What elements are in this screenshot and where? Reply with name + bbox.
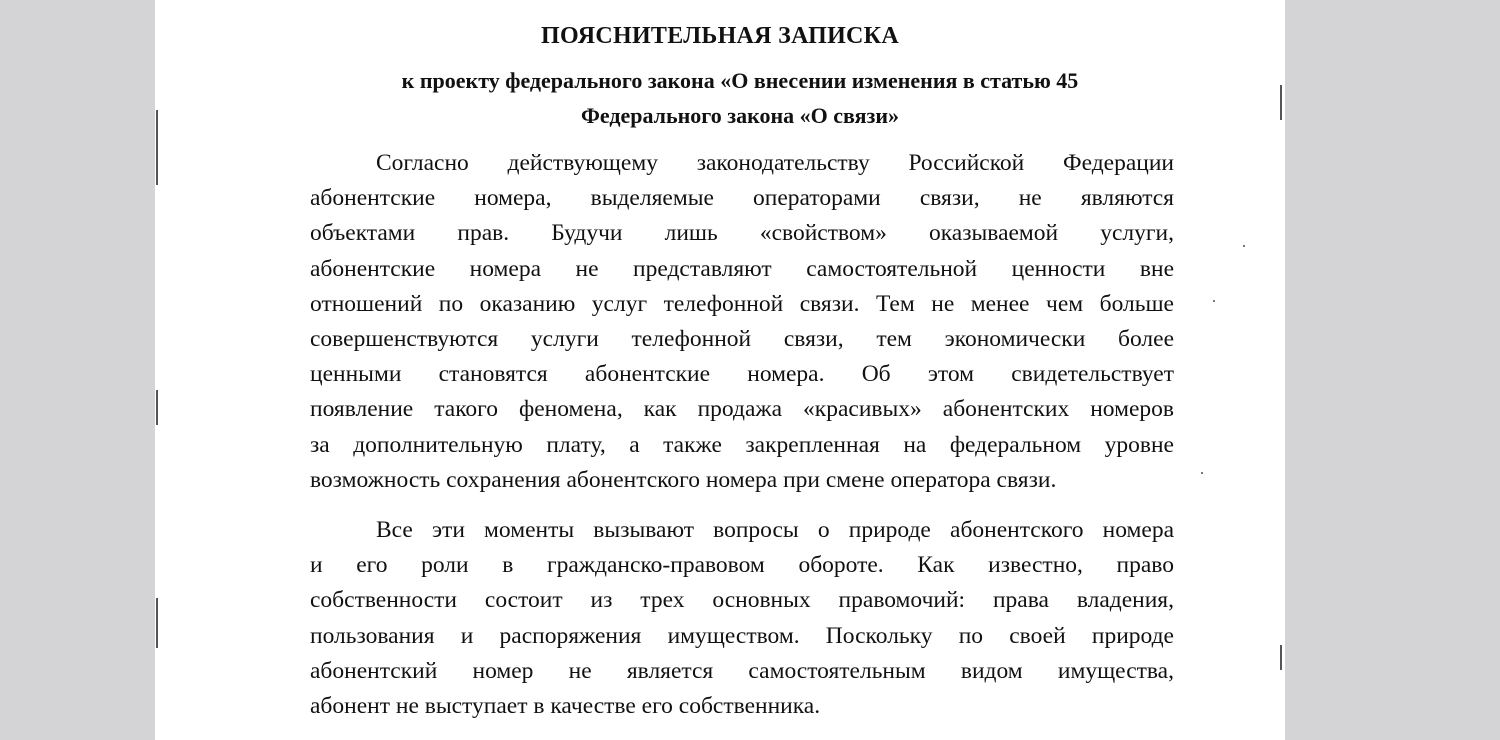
- paragraph-2: [310, 513, 1174, 724]
- document-subtitle: [310, 63, 1170, 133]
- scan-artifact-right: [1280, 85, 1282, 120]
- paragraph-line: возможность сохранения абонентского номера при смене оператора связи.: [310, 466, 1057, 493]
- document-page: [155, 0, 1285, 740]
- paragraph-1: [310, 146, 1174, 498]
- scan-speck: [1201, 472, 1203, 474]
- paragraph-line: и его роли в гражданско-правовом обороте. Как известно, право: [310, 552, 1174, 579]
- paragraph-line: ценными становятся абонентские номера. Об этом свидетельствует: [310, 361, 1174, 388]
- subtitle-line: к проекту федерального закона «О внесении изменения в статью 45: [401, 68, 1079, 93]
- scan-artifact-left: [156, 390, 158, 425]
- paragraph-line: совершенствуются услуги телефонной связи, тем экономически более: [310, 326, 1174, 353]
- scan-artifact-right: [1280, 645, 1282, 670]
- paragraph-line: за дополнительную плату, а также закрепленная на федеральном уровне: [310, 431, 1174, 458]
- scan-speck: [1243, 245, 1245, 247]
- paragraph-line: объектами прав. Будучи лишь «свойством» оказываемой услуги,: [310, 220, 1174, 247]
- scan-artifact-left: [156, 598, 158, 648]
- paragraph-line: абонентские номера, выделяемые операторами связи, не являются: [310, 185, 1174, 212]
- paragraph-line: отношений по оказанию услуг телефонной связи. Тем не менее чем больше: [310, 290, 1174, 317]
- paragraph-line: абонентские номера не представляют самостоятельной ценности вне: [310, 255, 1174, 282]
- scan-speck: [1213, 300, 1215, 302]
- paragraph-line: пользования и распоряжения имуществом. Поскольку по своей природе: [310, 622, 1174, 649]
- document-title: ПОЯСНИТЕЛЬНАЯ ЗАПИСКА: [540, 23, 900, 49]
- paragraph-line: абонентский номер не является самостоятельным видом имущества,: [310, 657, 1174, 684]
- scan-artifact-left: [156, 110, 158, 185]
- paragraph-line: абонент не выступает в качестве его собственника.: [310, 693, 821, 720]
- paragraph-line: Все эти моменты вызывают вопросы о природе абонентского номера: [376, 517, 1174, 543]
- paragraph-line: Согласно действующему законодательству Российской Федерации: [376, 150, 1174, 176]
- subtitle-line: Федерального закона «О связи»: [580, 103, 900, 128]
- paragraph-line: появление такого феномена, как продажа «красивых» абонентских номеров: [310, 396, 1174, 423]
- paragraph-line: собственности состоит из трех основных правомочий: права владения,: [310, 587, 1174, 614]
